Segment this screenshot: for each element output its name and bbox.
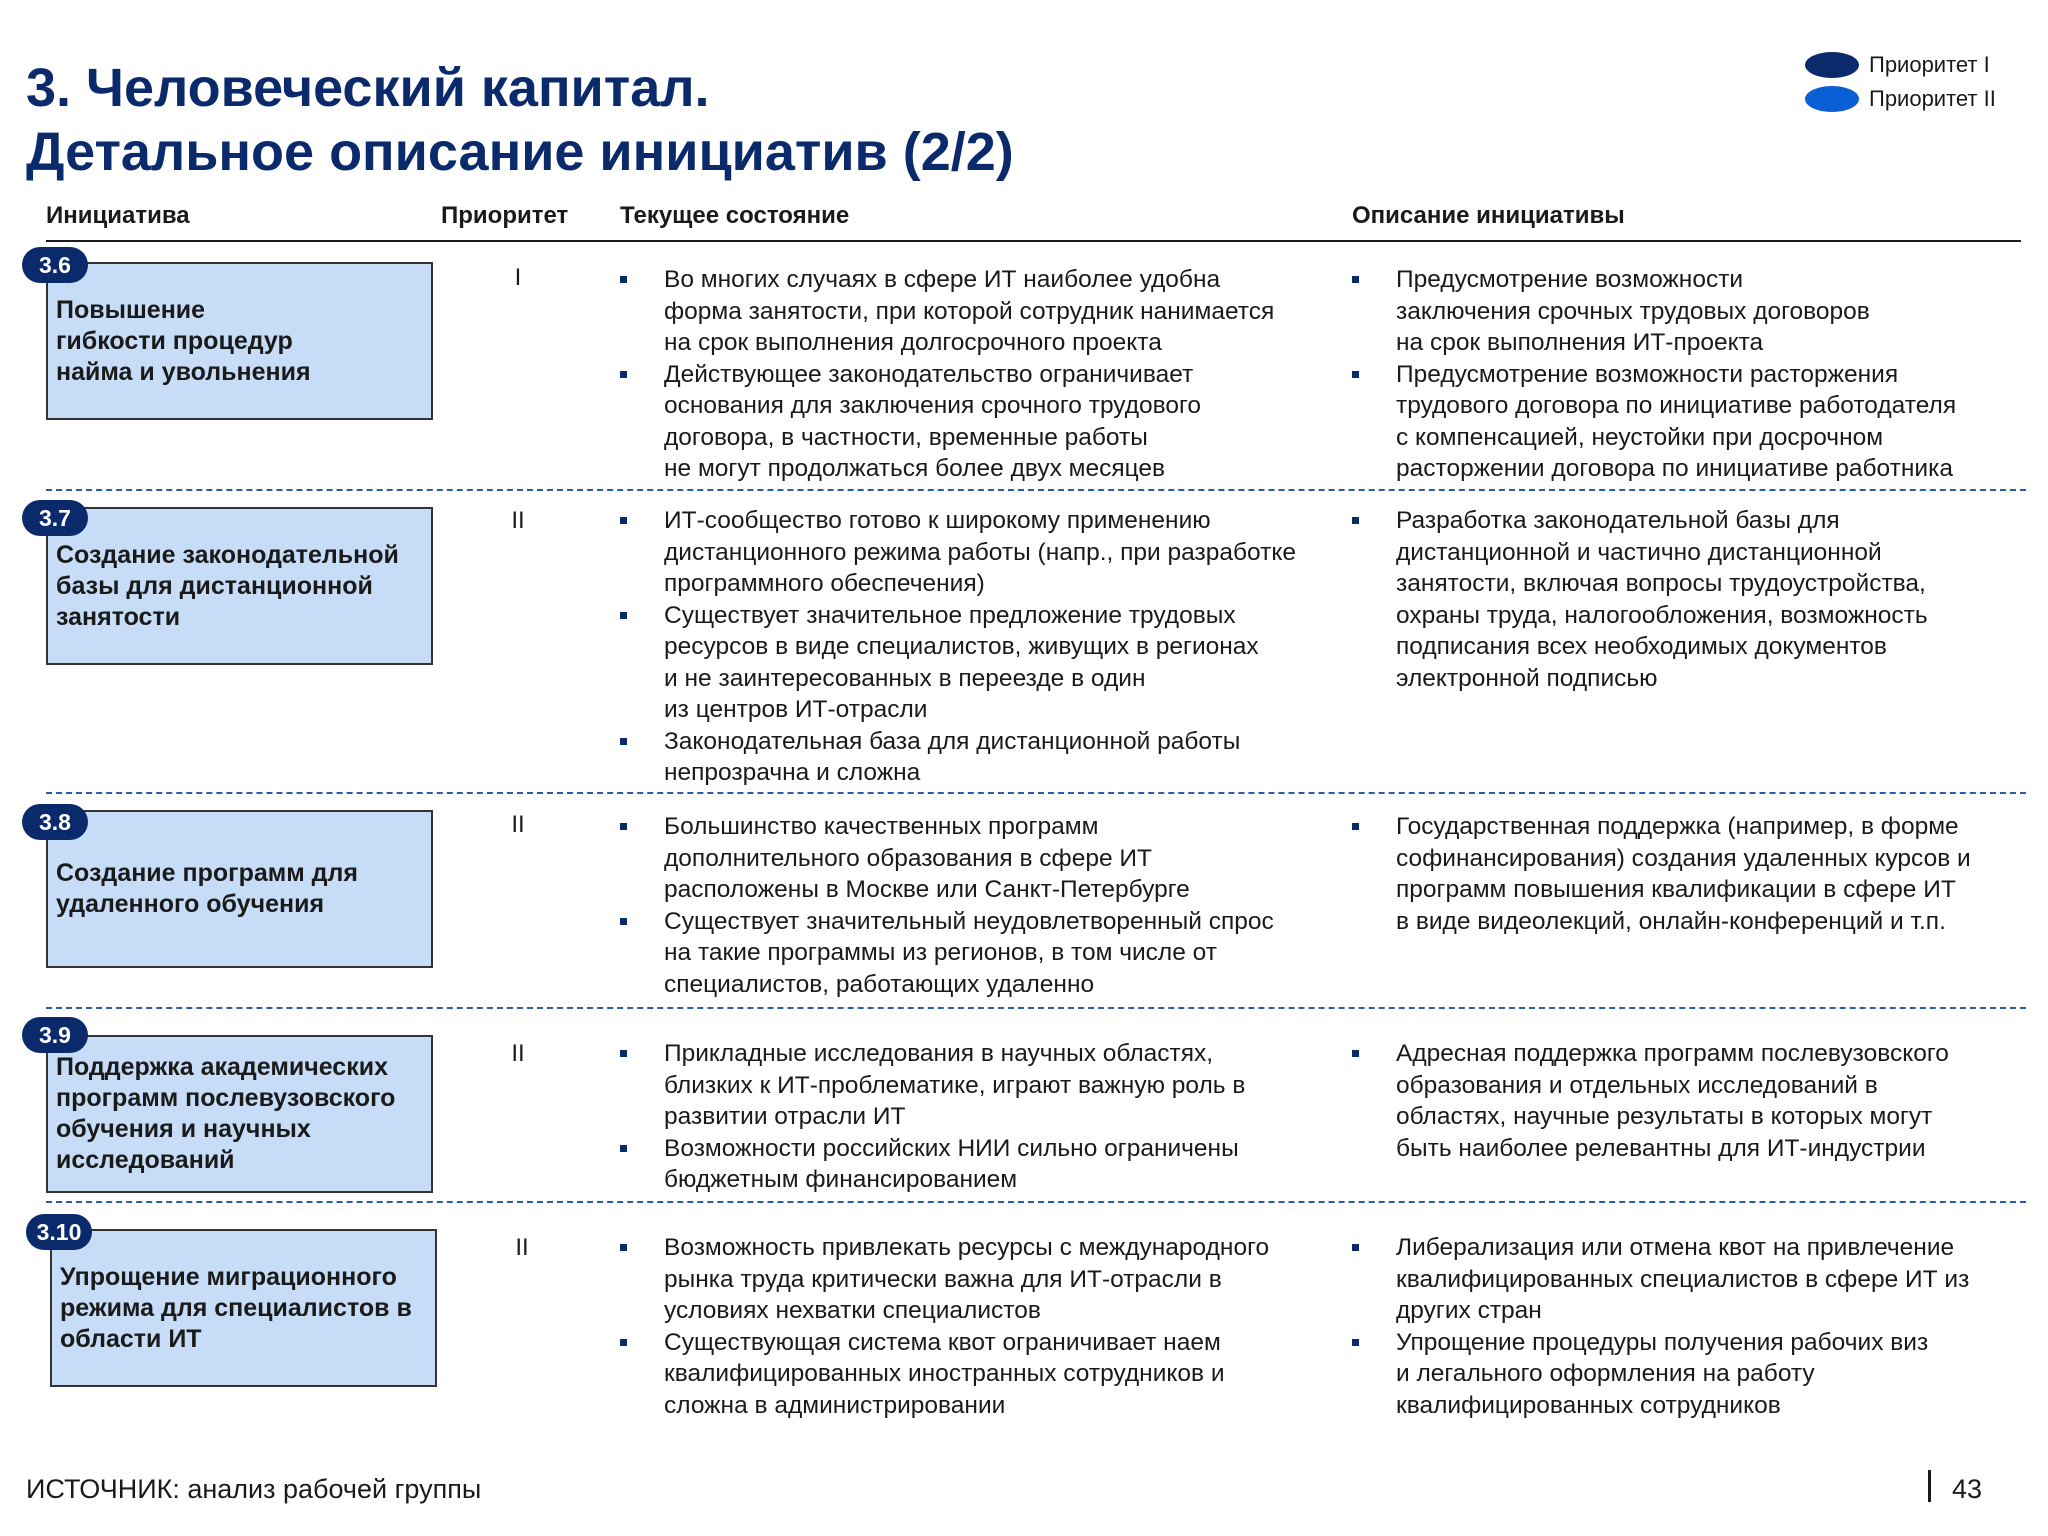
page-number: 43 <box>1952 1474 1983 1504</box>
list-item: Действующее законодательство ограничивает основания для заключения срочного трудового договора, в частности, временные работы не могут продолжаться более двух месяцев <box>620 359 1340 485</box>
description-list <box>1352 811 2032 937</box>
page-title <box>26 56 1014 184</box>
initiative-box <box>46 507 433 665</box>
list-item: Законодательная база для дистанционной работы непрозрачна и сложна <box>620 726 1345 789</box>
initiative-number-badge: 3.10 <box>26 1214 92 1250</box>
legend-item-priority-2 <box>1805 82 1996 116</box>
priority-1-dot-icon <box>1805 52 1859 78</box>
initiative-title: Создание законодательной базы для дистанционной занятости <box>56 540 399 631</box>
list-item: Государственная поддержка (например, в форме софинансирования) создания удаленных курсов и программ повышения квалификации в сфере ИТ в виде видеолекций, онлайн-конференций и т.п. <box>1352 811 2032 937</box>
title-line-1: 3. Человеческий капитал. <box>26 58 710 118</box>
row-separator <box>46 1007 2026 1009</box>
column-header-initiative: Инициатива <box>46 202 190 229</box>
list-item: Упрощение процедуры получения рабочих виз и легального оформления на работу квалифицированных сотрудников <box>1352 1327 2032 1422</box>
legend-item-priority-1 <box>1805 48 1996 82</box>
list-item: Существует значительное предложение трудовых ресурсов в виде специалистов, живущих в регионах и не заинтересованных в переезде в один из центров ИТ-отрасли <box>620 600 1345 726</box>
current-state-list <box>620 1232 1340 1421</box>
list-item: Возможности российских НИИ сильно ограничены бюджетным финансированием <box>620 1133 1340 1196</box>
list-item: Разработка законодательной базы для дистанционной и частично дистанционной занятости, включая вопросы трудоустройства, охраны труда, налогообложения, возможность подписания всех необходимых документов электронной подписью <box>1352 505 2020 694</box>
initiative-number-badge: 3.6 <box>22 247 88 283</box>
current-state-list <box>620 264 1340 485</box>
initiative-title: Поддержка академических программ послевузовского обучения и научных исследований <box>56 1053 396 1174</box>
list-item: Предусмотрение возможности расторжения трудового договора по инициативе работодателя с компенсацией, неустойки при досрочном расторжении договора по инициативе работника <box>1352 359 2020 485</box>
list-item: Либерализация или отмена квот на привлечение квалифицированных специалистов в сфере ИТ из других стран <box>1352 1232 2032 1327</box>
list-item: Существующая система квот ограничивает наем квалифицированных иностранных сотрудников и сложна в администрировании <box>620 1327 1340 1422</box>
row-separator <box>46 489 2026 491</box>
description-list <box>1352 1232 2032 1421</box>
initiative-box <box>46 1035 433 1193</box>
list-item: Большинство качественных программ дополнительного образования в сфере ИТ расположены в Москве или Санкт-Петербурге <box>620 811 1340 906</box>
priority-value: II <box>515 1234 529 1261</box>
column-header-current-state: Текущее состояние <box>620 202 850 229</box>
header-divider <box>46 240 2021 242</box>
title-line-2: Детальное описание инициатив (2/2) <box>26 122 1014 182</box>
source-note: ИСТОЧНИК: анализ рабочей группы <box>26 1474 482 1504</box>
initiative-title: Создание программ для удаленного обучения <box>56 859 359 918</box>
initiative-number-badge: 3.9 <box>22 1017 88 1053</box>
list-item: Во многих случаях в сфере ИТ наиболее удобна форма занятости, при которой сотрудник нанимается на срок выполнения долгосрочного проекта <box>620 264 1340 359</box>
priority-value: II <box>511 811 525 838</box>
list-item: ИТ-сообщество готово к широкому применению дистанционного режима работы (напр., при разработке программного обеспечения) <box>620 505 1345 600</box>
list-item: Возможность привлекать ресурсы с международного рынка труда критически важна для ИТ-отрасли в условиях нехватки специалистов <box>620 1232 1340 1327</box>
row-separator <box>46 1201 2026 1203</box>
priority-legend <box>1805 48 1996 116</box>
priority-value: II <box>511 1040 525 1067</box>
initiative-box <box>46 262 433 420</box>
priority-value: I <box>514 264 522 291</box>
current-state-list <box>620 1038 1340 1196</box>
priority-value: II <box>511 507 525 534</box>
list-item: Прикладные исследования в научных областях, близких к ИТ-проблематике, играют важную роль в развитии отрасли ИТ <box>620 1038 1340 1133</box>
initiative-box <box>50 1229 437 1387</box>
description-list <box>1352 1038 2020 1164</box>
legend-label: Приоритет II <box>1869 86 1996 111</box>
description-list <box>1352 505 2020 694</box>
row-separator <box>46 792 2026 794</box>
list-item: Адресная поддержка программ послевузовского образования и отдельных исследований в областях, научные результаты в которых могут быть наиболее релевантны для ИТ-индустрии <box>1352 1038 2020 1164</box>
column-header-priority: Приоритет <box>441 202 569 229</box>
current-state-list <box>620 811 1340 1000</box>
list-item: Предусмотрение возможности заключения срочных трудовых договоров на срок выполнения ИТ-проекта <box>1352 264 2020 359</box>
current-state-list <box>620 505 1345 789</box>
initiative-title: Повышение гибкости процедур найма и увольнения <box>56 295 311 386</box>
legend-label: Приоритет I <box>1869 52 1990 77</box>
initiative-box <box>46 810 433 968</box>
column-header-description: Описание инициативы <box>1352 202 1625 229</box>
priority-2-dot-icon <box>1805 86 1859 112</box>
initiative-number-badge: 3.8 <box>22 804 88 840</box>
description-list <box>1352 264 2020 485</box>
footer-divider <box>1928 1470 1931 1502</box>
initiative-number-badge: 3.7 <box>22 500 88 536</box>
initiative-title: Упрощение миграционного режима для специалистов в области ИТ <box>60 1262 412 1353</box>
list-item: Существует значительный неудовлетворенный спрос на такие программы из регионов, в том числе от специалистов, работающих удаленно <box>620 906 1340 1001</box>
